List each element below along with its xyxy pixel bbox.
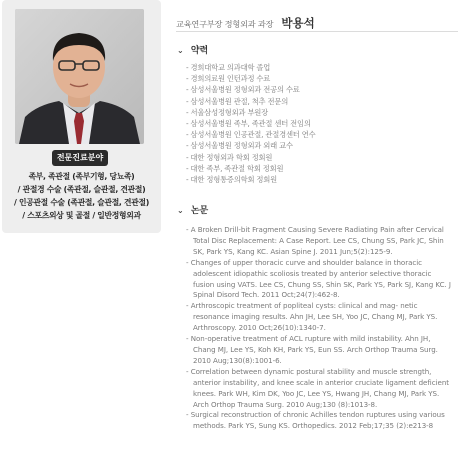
specialty-list (2, 170, 161, 222)
paper-item: - Non-operative treatment of ACL rupture with mild instability. Ahn JH, Chang MJ, Lee YS, Koh KH, Park YS, Eun SS. Arch Orthop Trauma Surg. 2010 Aug;130(8):1001-6. (186, 334, 438, 365)
history-item: - 삼성서울병원 정형외과 전공의 수료 (186, 85, 300, 95)
history-item: - 대한 족부, 족관절 학회 정회원 (186, 163, 284, 173)
history-item: - 서울삼성정형외과 부원장 (186, 107, 269, 117)
history-item: - 삼성서울병원 정형외과 외래 교수 (186, 141, 293, 151)
history-title-text: 약력 (190, 46, 209, 56)
chevron-down-icon: ⌄ (177, 206, 184, 215)
doctor-name: 박용석 (281, 16, 315, 30)
specialty-item: 족부, 족관절 (족부기형, 당뇨족) (28, 172, 135, 181)
specialty-item: / 스포츠외상 및 골절 / 일반정형외과 (22, 211, 141, 220)
history-section-title (177, 43, 208, 56)
profile-card (2, 0, 161, 233)
papers-list (186, 225, 454, 432)
specialty-badge: 전문진료분야 (52, 150, 108, 166)
history-list (186, 62, 315, 185)
doctor-photo (15, 9, 144, 144)
header-divider (176, 31, 458, 32)
paper-item: - Arthroscopic treatment of popliteal cysts: clinical and mag- netic resonance imaging results. Ahn JH, Lee SH, Yoo JC, Chang MJ, Park YS. Arthroscopy. 2010 Oct;26(10):1340-7. (186, 301, 438, 333)
chevron-down-icon: ⌄ (177, 46, 184, 55)
papers-section-title (177, 203, 208, 216)
department-title: 교육연구부장 정형외과 과장 (176, 19, 274, 29)
history-item: - 삼성서울병원 인공관절, 관절경센터 연수 (186, 130, 316, 140)
history-item: - 경희의료원 인턴과정 수료 (186, 74, 271, 84)
paper-item: - Changes of upper thoracic curve and shoulder balance in thoracic adolescent idiopathic scoliosis treated by anterior selective thoracic fusion using VATS. Lee CS, Chung SS, Shin SK, Park YS, Park SJ, Kang KC. J Spinal Disord Tech. 2011 Oct;24(7):462-8. (186, 257, 451, 300)
papers-title-text: 논문 (190, 206, 209, 216)
specialty-item: / 인공관절 수술 (족관절, 슬관절, 견관절) (14, 198, 149, 207)
paper-item: - Correlation between dynamic postural stability and muscle strength, anterior instability, and knee scale in anterior cruciate ligament deficient knees. Park WH, Kim DK, Yoo JC, Lee YS, Hwang JH, Chang MJ, Park YS. Arch Orthop Trauma Surg. 2010 Aug;130 (8):1013-8. (186, 366, 449, 409)
specialty-item: / 관절경 수술 (족관절, 슬관절, 견관절) (17, 185, 146, 194)
history-item: - 대한 정형외과 학회 정회원 (186, 152, 273, 162)
history-item: - 경희대학교 의과대학 졸업 (186, 63, 271, 72)
paper-item: - Surgical reconstruction of chronic Achilles tendon ruptures using various methods. Park YS, Sung KS. Orthopedics. 2012 Feb;17;35 (2):e213-8 (186, 410, 445, 431)
history-item: - 대한 정형통증의학회 정회원 (186, 175, 277, 185)
history-item: - 삼성서울병원 관절, 척추 전문의 (186, 96, 289, 106)
paper-item: - A Broken Drill-bit Fragment Causing Severe Radiating Pain after Cervical Total Disc Replacement: A Case Report. Lee CS, Chung SS, Park JC, Shin SK, Park YS, Kang KC. Asian Spine J. 2011 Jun;5(2):125-9. (186, 225, 444, 256)
doctor-header (176, 12, 456, 31)
history-item: - 삼성서울병원 족부, 족관절 센터 전임의 (186, 119, 311, 129)
